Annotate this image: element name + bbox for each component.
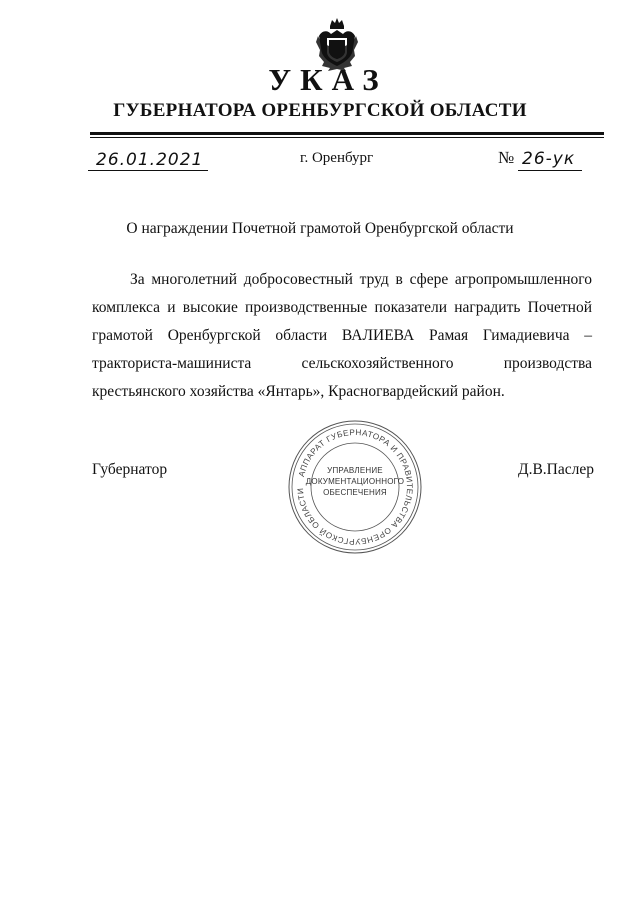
seal-inner-line-3: ОБЕСПЕЧЕНИЯ bbox=[323, 488, 387, 497]
document-city: г. Оренбург bbox=[300, 150, 374, 166]
header-rule-thick bbox=[90, 132, 604, 135]
header-rule-thin bbox=[90, 137, 604, 138]
document-title: УКАЗ bbox=[268, 62, 388, 97]
official-seal bbox=[286, 418, 424, 556]
seal-inner-line-2: ДОКУМЕНТАЦИОННОГО bbox=[305, 477, 405, 486]
document-number: 26-ук bbox=[522, 149, 576, 169]
document-body: За многолетний добросовестный труд в сфере агропромышленного комплекса и высокие производственные показатели наградить Почетной грамотой Оренбургской области ВАЛИЕВА Рамая Гимадиевича – тракториста-машиниста сельскохозяйственного производства крестьянского хозяйства «Янтарь», Красногвардейский район. bbox=[92, 271, 592, 400]
number-underline bbox=[518, 170, 582, 171]
seal-inner-line-1: УПРАВЛЕНИЕ bbox=[327, 466, 383, 475]
date-underline bbox=[88, 170, 208, 171]
document-date: 26.01.2021 bbox=[96, 150, 204, 170]
svg-text:АППАРАТ ГУБЕРНАТОРА И ПРАВИТЕЛ bbox=[296, 428, 414, 546]
seal-ring-text: АППАРАТ ГУБЕРНАТОРА И ПРАВИТЕЛЬСТВА ОРЕНБУРГСКОЙ ОБЛАСТИ bbox=[295, 427, 415, 547]
document-subtitle: ГУБЕРНАТОРА ОРЕНБУРГСКОЙ ОБЛАСТИ bbox=[113, 100, 527, 121]
number-sign: № bbox=[498, 148, 515, 167]
signer-name: Д.В.Паслер bbox=[518, 461, 594, 478]
document-subject: О награждении Почетной грамотой Оренбургской области bbox=[126, 220, 514, 237]
signer-position: Губернатор bbox=[92, 461, 168, 478]
